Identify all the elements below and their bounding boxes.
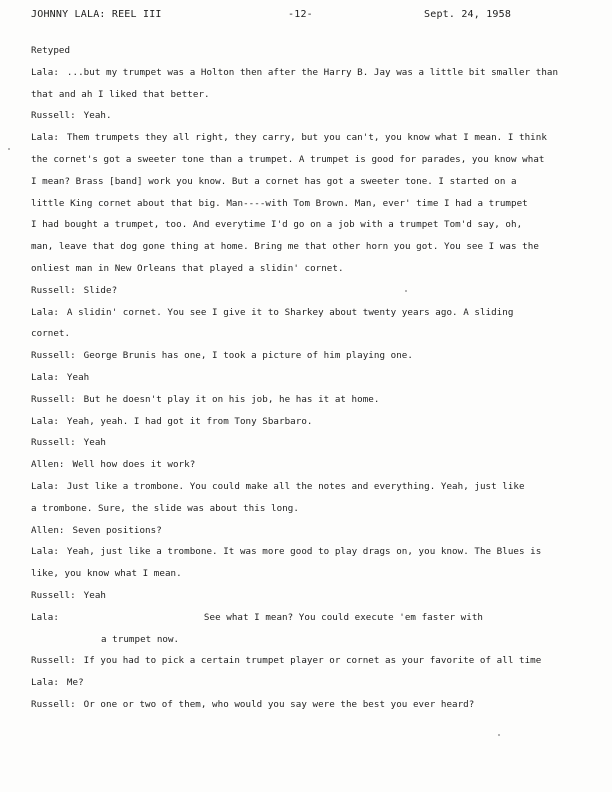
transcript-line bbox=[31, 432, 576, 454]
transcript-line bbox=[31, 171, 576, 193]
dialogue-text: the cornet's got a sweeter tone than a trumpet. A trumpet is good for parades, you know what bbox=[31, 153, 545, 165]
dialogue-text: Them trumpets they all right, they carry, but you can't, you know what I mean. I think bbox=[66, 132, 547, 144]
speaker-label: Allen: bbox=[31, 459, 65, 471]
transcript-line bbox=[31, 585, 576, 607]
dialogue-text: But he doesn't play it on his job, he has it at home. bbox=[83, 393, 380, 405]
dialogue-text: I had bought a trumpet, too. And everytime I'd go on a job with a trumpet Tom'd say, oh, bbox=[31, 219, 523, 231]
dialogue-text: cornet. bbox=[31, 328, 71, 340]
dialogue-text: a trumpet now. bbox=[101, 633, 180, 645]
transcript-line bbox=[31, 476, 576, 498]
dialogue-text: Just like a trombone. You could make all the notes and everything. Yeah, just like bbox=[66, 480, 525, 492]
transcript-line bbox=[31, 236, 576, 258]
transcript-line bbox=[31, 323, 576, 345]
speaker-label: Lala: bbox=[31, 611, 59, 623]
dialogue-text: ...but my trumpet was a Holton then after the Harry B. Jay was a little bit smaller than bbox=[66, 66, 559, 78]
transcript-line bbox=[31, 520, 576, 542]
speaker-label: Russell: bbox=[31, 110, 76, 122]
dialogue-text: Yeah bbox=[83, 589, 106, 601]
dialogue-text: Yeah, just like a trombone. It was more good to play drags on, you know. The Blues is bbox=[66, 546, 542, 558]
speaker-label: Russell: bbox=[31, 350, 76, 362]
scan-speck bbox=[8, 148, 10, 150]
dialogue-text: Yeah bbox=[66, 371, 90, 383]
transcript-line bbox=[31, 367, 576, 389]
speaker-label: Lala: bbox=[31, 306, 59, 318]
scan-speck bbox=[405, 290, 407, 292]
speaker-label: Russell: bbox=[31, 589, 76, 601]
speaker-label: Russell: bbox=[31, 655, 76, 667]
dialogue-text: Yeah. bbox=[83, 110, 112, 122]
header-date: Sept. 24, 1958 bbox=[424, 9, 512, 20]
transcript-line bbox=[31, 563, 576, 585]
transcript-line bbox=[31, 214, 576, 236]
transcript-line bbox=[31, 411, 576, 433]
transcript-line bbox=[31, 258, 576, 280]
transcript-line bbox=[31, 84, 576, 106]
dialogue-text: If you had to pick a certain trumpet player or cornet as your favorite of all time bbox=[83, 655, 542, 667]
transcript-line bbox=[31, 694, 576, 716]
speaker-label: Russell: bbox=[31, 437, 76, 449]
dialogue-text: Well how does it work? bbox=[72, 459, 196, 471]
dialogue-text: that and ah I liked that better. bbox=[31, 88, 210, 100]
transcript-line bbox=[31, 302, 576, 324]
dialogue-text: like, you know what I mean. bbox=[31, 568, 182, 580]
dialogue-text: Yeah bbox=[83, 437, 106, 449]
dialogue-text: man, leave that dog gone thing at home. Bring me that other horn you got. You see I was the bbox=[31, 241, 539, 253]
transcript-line bbox=[31, 193, 576, 215]
speaker-label: Lala: bbox=[31, 677, 59, 689]
transcript-line bbox=[31, 650, 576, 672]
dialogue-text: Seven positions? bbox=[72, 524, 162, 536]
dialogue-text: George Brunis has one, I took a picture of him playing one. bbox=[83, 350, 413, 362]
dialogue-text: I mean? Brass [band] work you know. But a cornet has got a sweeter tone. I started on a bbox=[31, 175, 517, 187]
transcript-line bbox=[31, 607, 576, 629]
transcript-line bbox=[31, 672, 576, 694]
header-title: JOHNNY LALA: REEL III bbox=[31, 9, 162, 20]
transcript-line bbox=[31, 629, 576, 651]
speaker-label: Russell: bbox=[31, 393, 76, 405]
dialogue-text: Yeah, yeah. I had got it from Tony Sbarbaro. bbox=[66, 415, 313, 427]
dialogue-text: little King cornet about that big. Man----with Tom Brown. Man, ever' time I had a trumpet bbox=[31, 197, 528, 209]
scan-speck bbox=[498, 734, 500, 736]
transcript-line bbox=[31, 149, 576, 171]
page-number: -12- bbox=[288, 9, 313, 20]
dialogue-text: Slide? bbox=[83, 284, 118, 296]
speaker-label: Lala: bbox=[31, 480, 59, 492]
transcript-line bbox=[31, 62, 576, 84]
dialogue-text: A slidin' cornet. You see I give it to Sharkey about twenty years ago. A sliding bbox=[66, 306, 514, 318]
speaker-label: Lala: bbox=[31, 132, 59, 144]
speaker-label: Russell: bbox=[31, 698, 76, 710]
transcript-line bbox=[31, 389, 576, 411]
dialogue-text: onliest man in New Orleans that played a slidin' cornet. bbox=[31, 262, 344, 274]
dialogue-text: a trombone. Sure, the slide was about this long. bbox=[31, 502, 299, 514]
transcript-line bbox=[31, 345, 576, 367]
speaker-label: Lala: bbox=[31, 66, 59, 78]
transcript-body bbox=[31, 40, 576, 716]
retyped-note: Retyped bbox=[31, 45, 71, 56]
dialogue-text: Or one or two of them, who would you say were the best you ever heard? bbox=[83, 698, 475, 710]
transcript-line bbox=[31, 105, 576, 127]
transcript-line bbox=[31, 280, 576, 302]
speaker-label: Lala: bbox=[31, 371, 59, 383]
speaker-label: Allen: bbox=[31, 524, 65, 536]
speaker-label: Lala: bbox=[31, 546, 59, 558]
transcript-line bbox=[31, 541, 576, 563]
transcript-line bbox=[31, 454, 576, 476]
transcript-line bbox=[31, 498, 576, 520]
speaker-label: Lala: bbox=[31, 415, 59, 427]
dialogue-text: See what I mean? You could execute 'em faster with bbox=[203, 611, 483, 623]
dialogue-text: Me? bbox=[66, 677, 84, 689]
transcript-line bbox=[31, 127, 576, 149]
speaker-label: Russell: bbox=[31, 284, 76, 296]
